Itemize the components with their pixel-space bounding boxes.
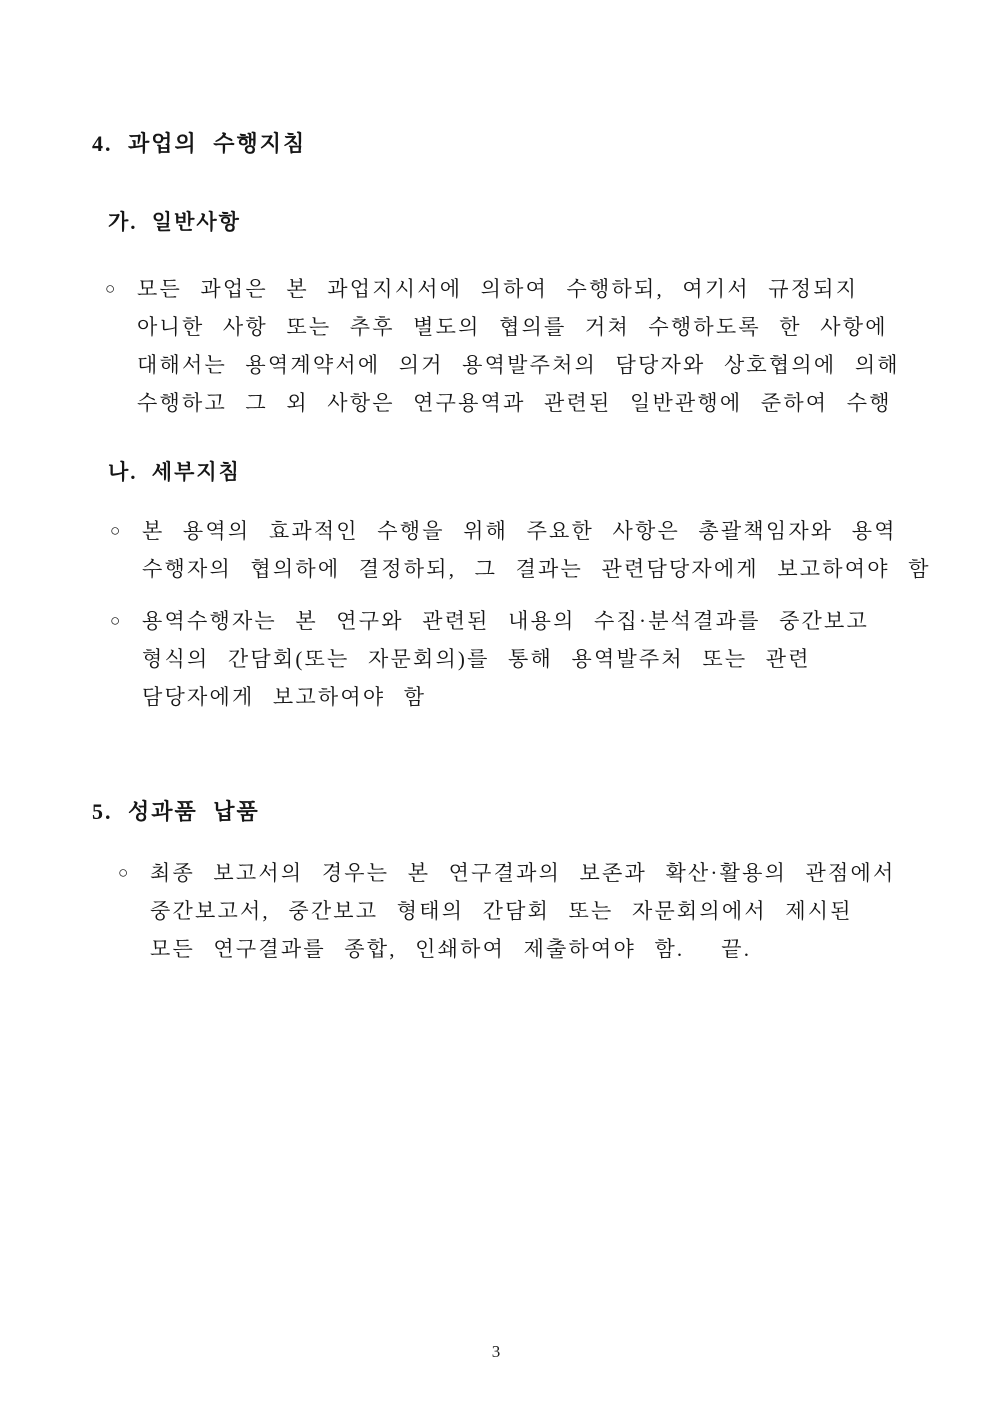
text-line: 본 용역의 효과적인 수행을 위해 주요한 사항은 총괄책임자와 용역 bbox=[142, 519, 897, 543]
circle-bullet-icon: ○ bbox=[118, 863, 129, 882]
page-number: 3 bbox=[491, 1342, 501, 1361]
bullet-item-general bbox=[105, 270, 992, 422]
text-line: 중간보고서, 중간보고 형태의 간담회 또는 자문회의에서 제시된 bbox=[150, 899, 853, 923]
text-line: 최종 보고서의 경우는 본 연구결과의 보존과 확산·활용의 관점에서 bbox=[150, 861, 896, 885]
subsection-na-heading: 나. 세부지침 bbox=[108, 460, 241, 484]
text-line: 아니한 사항 또는 추후 별도의 협의를 거쳐 수행하도록 한 사항에 bbox=[137, 315, 888, 339]
text-line: 수행자의 협의하에 결정하되, 그 결과는 관련담당자에게 보고하여야 함 bbox=[142, 557, 931, 581]
bullet-text bbox=[142, 602, 869, 716]
bullet-item-deliverables bbox=[118, 854, 992, 968]
bullet-text bbox=[137, 270, 900, 422]
text-line: 형식의 간담회(또는 자문회의)를 통해 용역발주처 또는 관련 bbox=[142, 647, 811, 671]
section-4-heading: 4. 과업의 수행지침 bbox=[92, 131, 307, 156]
circle-bullet-icon: ○ bbox=[110, 611, 121, 630]
circle-bullet-icon: ○ bbox=[110, 521, 121, 540]
text-line: 수행하고 그 외 사항은 연구용역과 관련된 일반관행에 준하여 수행 bbox=[137, 391, 892, 415]
text-line: 용역수행자는 본 연구와 관련된 내용의 수집·분석결과를 중간보고 bbox=[142, 609, 870, 633]
text-line: 모든 과업은 본 과업지시서에 의하여 수행하되, 여기서 규정되지 bbox=[137, 277, 859, 301]
circle-bullet-icon: ○ bbox=[105, 279, 116, 298]
section-5-heading: 5. 성과품 납품 bbox=[92, 799, 260, 824]
bullet-item-detail-2 bbox=[110, 602, 992, 716]
bullet-item-detail-1 bbox=[110, 512, 992, 588]
text-line: 모든 연구결과를 종합, 인쇄하여 제출하여야 함. 끝. bbox=[150, 937, 752, 961]
text-line: 대해서는 용역계약서에 의거 용역발주처의 담당자와 상호협의에 의해 bbox=[137, 353, 900, 377]
bullet-text bbox=[150, 854, 895, 968]
text-line: 담당자에게 보고하여야 함 bbox=[142, 685, 427, 709]
subsection-ga-heading: 가. 일반사항 bbox=[108, 210, 241, 234]
bullet-text bbox=[142, 512, 931, 588]
